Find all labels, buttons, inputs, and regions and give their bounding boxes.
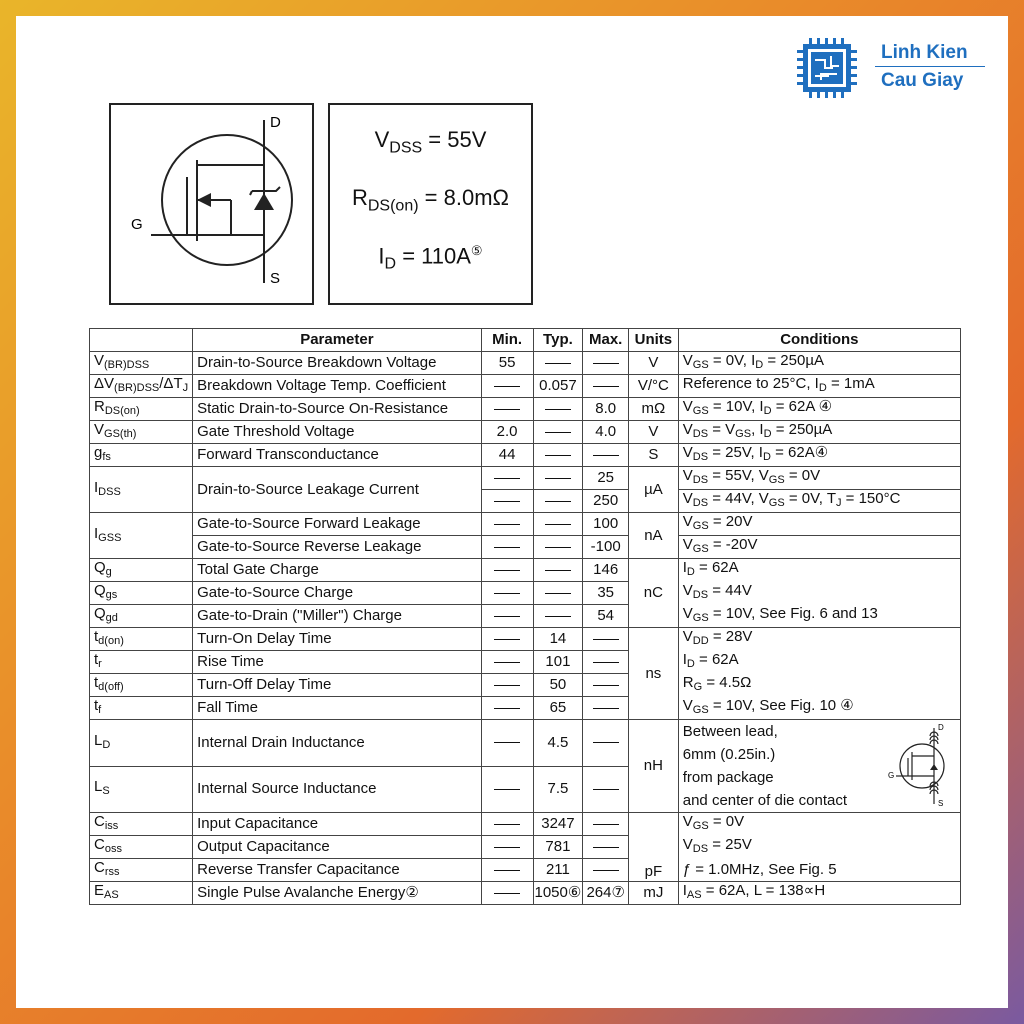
table-row: $t_r$ Rise Time 101 $I_D = 62A$: [90, 651, 961, 674]
symbol-cell: $L_S$: [90, 766, 193, 813]
parameter-cell: Gate-to-Source Reverse Leakage: [193, 536, 482, 559]
table-row: $Q_{gd}$ Gate-to-Drain ("Miller") Charge 54 $V_{GS} = 10V$, See Fig. 6 and 13: [90, 605, 961, 628]
table-row: $I_{GSS}$ Gate-to-Source Forward Leakage 100 nA $V_{GS} = 20V$: [90, 513, 961, 536]
mini-source-label: S: [938, 799, 944, 808]
conditions-cell: $V_{DS} = V_{GS}$, $I_D = 250\mu A$: [678, 421, 960, 444]
symbol-cell: $C_{oss}$: [90, 836, 193, 859]
chip-logo-icon: [795, 36, 859, 100]
symbol-cell: $Q_g$: [90, 559, 193, 582]
symbol-cell: $E_{AS}$: [90, 882, 193, 905]
key-specs-box: [328, 103, 533, 305]
spec-vdss: $V_{DSS} = 55V$: [374, 127, 487, 157]
parameter-cell: Reverse Transfer Capacitance: [193, 859, 482, 882]
symbol-cell: $t_{d(off)}$: [90, 674, 193, 697]
symbol-cell: $t_{d(on)}$: [90, 628, 193, 651]
parameter-cell: Drain-to-Source Breakdown Voltage: [193, 352, 482, 375]
spec-rds-on: $R_{DS(on)} = 8.0m\Omega$: [351, 185, 509, 215]
mosfet-symbol-icon: [111, 105, 312, 303]
logo-line-2: Cau Giay: [881, 70, 964, 91]
conditions-cell: $V_{GS} = 20V$: [678, 513, 960, 536]
header-typ: Typ.: [533, 329, 583, 352]
parameter-cell: Turn-Off Delay Time: [193, 674, 482, 697]
mini-drain-label: D: [938, 723, 944, 732]
table-row: $t_f$ Fall Time 65 $V_{GS} = 10V$, See Fig. 10 ④: [90, 697, 961, 720]
parameter-cell: Internal Source Inductance: [193, 766, 482, 813]
symbol-cell: $I_{DSS}$: [90, 467, 193, 513]
table-row: $Q_{gs}$ Gate-to-Source Charge 35 $V_{DS} = 44V$: [90, 582, 961, 605]
table-header-row: [90, 329, 961, 352]
symbol-cell: $L_D$: [90, 720, 193, 767]
parameter-cell: Gate Threshold Voltage: [193, 421, 482, 444]
conditions-cell: $V_{GS} = 10V$, $I_D = 62A$ ④: [678, 398, 960, 421]
symbol-cell: $R_{DS(on)}$: [90, 398, 193, 421]
conditions-cell: Between lead, 6mm (0.25in.) from package and center of die contact D G S: [678, 720, 960, 813]
parameter-cell: Input Capacitance: [193, 813, 482, 836]
conditions-cell: $V_{DS} = 44V$: [678, 582, 960, 605]
table-row: $C_{oss}$ Output Capacitance 781 $V_{DS} = 25V$: [90, 836, 961, 859]
table-row: $C_{rss}$ Reverse Transfer Capacitance 211 ƒ = 1.0MHz, See Fig. 5: [90, 859, 961, 882]
symbol-cell: $Q_{gd}$: [90, 605, 193, 628]
table-row: $V_{(BR)DSS}$ Drain-to-Source Breakdown Voltage 55 V $V_{GS} = 0V$, $I_D = 250\mu A$: [90, 352, 961, 375]
symbol-cell: $Q_{gs}$: [90, 582, 193, 605]
parameter-cell: Fall Time: [193, 697, 482, 720]
table-row: 250 $V_{DS} = 44V$, $V_{GS} = 0V$, $T_J = 150^\circ C$: [90, 490, 961, 513]
table-row: $E_{AS}$ Single Pulse Avalanche Energy② 1050⑥ 264⑦ mJ $I_{AS} = 62A$, L = 138∝H: [90, 882, 961, 905]
table-row: $t_{d(off)}$ Turn-Off Delay Time 50 $R_G = 4.5\Omega$: [90, 674, 961, 697]
symbol-cell: $V_{GS(th)}$: [90, 421, 193, 444]
symbol-cell: $t_r$: [90, 651, 193, 674]
source-label: S: [270, 270, 281, 287]
parameter-cell: Total Gate Charge: [193, 559, 482, 582]
table-row: Gate-to-Source Reverse Leakage -100 $V_{GS} = -20V$: [90, 536, 961, 559]
spec-id: $I_D = 110A^⑤$: [378, 243, 483, 273]
parameter-cell: Single Pulse Avalanche Energy②: [193, 882, 482, 905]
symbol-cell: $V_{(BR)DSS}$: [90, 352, 193, 375]
conditions-cell: $V_{DD} = 28V$: [678, 628, 960, 651]
logo-divider: [875, 66, 985, 67]
conditions-cell: $I_D = 62A$: [678, 559, 960, 582]
conditions-cell: $V_{DS} = 25V$, $I_D$ = 62A④: [678, 444, 960, 467]
header-conditions: Conditions: [678, 329, 960, 352]
parameter-cell: Gate-to-Source Forward Leakage: [193, 513, 482, 536]
conditions-cell: $V_{GS} = -20V$: [678, 536, 960, 559]
table-row: $g_{fs}$ Forward Transconductance 44 S $V_{DS} = 25V$, $I_D$ = 62A④: [90, 444, 961, 467]
mosfet-inductance-icon: [884, 722, 954, 808]
logo-line-1: Linh Kien: [881, 42, 968, 63]
conditions-cell: $R_G = 4.5\Omega$: [678, 674, 960, 697]
parameter-cell: Gate-to-Source Charge: [193, 582, 482, 605]
electrical-characteristics-table: [89, 328, 961, 905]
conditions-cell: $V_{DS} = 25V$: [678, 836, 960, 859]
table-row: $\Delta V_{(BR)DSS}/\Delta T_J$ Breakdown Voltage Temp. Coefficient 0.057 V/°C Reference to 25°C, $I_D = 1mA$: [90, 375, 961, 398]
parameter-cell: Forward Transconductance: [193, 444, 482, 467]
symbol-cell: $C_{rss}$: [90, 859, 193, 882]
parameter-cell: Rise Time: [193, 651, 482, 674]
conditions-cell: $V_{GS} = 0V$, $I_D = 250\mu A$: [678, 352, 960, 375]
conditions-cell: Reference to 25°C, $I_D = 1mA$: [678, 375, 960, 398]
symbol-cell: $g_{fs}$: [90, 444, 193, 467]
symbol-cell: $t_f$: [90, 697, 193, 720]
table-row: $R_{DS(on)}$ Static Drain-to-Source On-Resistance 8.0 mΩ $V_{GS} = 10V$, $I_D = 62A$ ④: [90, 398, 961, 421]
parameter-cell: Breakdown Voltage Temp. Coefficient: [193, 375, 482, 398]
conditions-cell: $V_{GS} = 10V$, See Fig. 6 and 13: [678, 605, 960, 628]
conditions-cell: $V_{DS} = 44V$, $V_{GS} = 0V$, $T_J = 150^\circ C$: [678, 490, 960, 513]
parameter-cell: Gate-to-Drain ("Miller") Charge: [193, 605, 482, 628]
header-max: Max.: [583, 329, 629, 352]
parameter-cell: Turn-On Delay Time: [193, 628, 482, 651]
parameter-cell: Drain-to-Source Leakage Current: [193, 467, 482, 513]
mini-gate-label: G: [888, 771, 895, 780]
table-row: $t_{d(on)}$ Turn-On Delay Time 14 ns $V_{DD} = 28V$: [90, 628, 961, 651]
symbol-cell: $\Delta V_{(BR)DSS}/\Delta T_J$: [90, 375, 193, 398]
brand-logo: [795, 36, 995, 100]
table-row: $L_S$ Internal Source Inductance 7.5: [90, 766, 961, 813]
parameter-cell: Output Capacitance: [193, 836, 482, 859]
symbol-cell: $C_{iss}$: [90, 813, 193, 836]
mosfet-symbol-box: [109, 103, 314, 305]
conditions-cell: $V_{GS} = 0V$: [678, 813, 960, 836]
parameter-cell: Internal Drain Inductance: [193, 720, 482, 767]
conditions-cell: ƒ = 1.0MHz, See Fig. 5: [678, 859, 960, 882]
conditions-cell: $V_{GS} = 10V$, See Fig. 10 ④: [678, 697, 960, 720]
header-min: Min.: [481, 329, 533, 352]
table-row: $L_D$ Internal Drain Inductance 4.5 nH Between lead, 6mm (0.25in.) from package and center of die contact D G S: [90, 720, 961, 767]
table-row: $C_{iss}$ Input Capacitance 3247 pF $V_{GS} = 0V$: [90, 813, 961, 836]
parameter-cell: Static Drain-to-Source On-Resistance: [193, 398, 482, 421]
conditions-cell: $V_{DS} = 55V$, $V_{GS} = 0V$: [678, 467, 960, 490]
conditions-cell: $I_{AS} = 62A$, L = 138∝H: [678, 882, 960, 905]
symbol-cell: $I_{GSS}$: [90, 513, 193, 559]
table-row: $V_{GS(th)}$ Gate Threshold Voltage 2.0 4.0 V $V_{DS} = V_{GS}$, $I_D = 250\mu A$: [90, 421, 961, 444]
table-row: $I_{DSS}$ Drain-to-Source Leakage Current 25 µA $V_{DS} = 55V$, $V_{GS} = 0V$: [90, 467, 961, 490]
gate-label: G: [131, 216, 143, 233]
header-parameter: Parameter: [193, 329, 482, 352]
conditions-cell: $I_D = 62A$: [678, 651, 960, 674]
table-row: $Q_g$ Total Gate Charge 146 nC $I_D = 62A$: [90, 559, 961, 582]
header-units: Units: [629, 329, 679, 352]
drain-label: D: [270, 114, 281, 131]
